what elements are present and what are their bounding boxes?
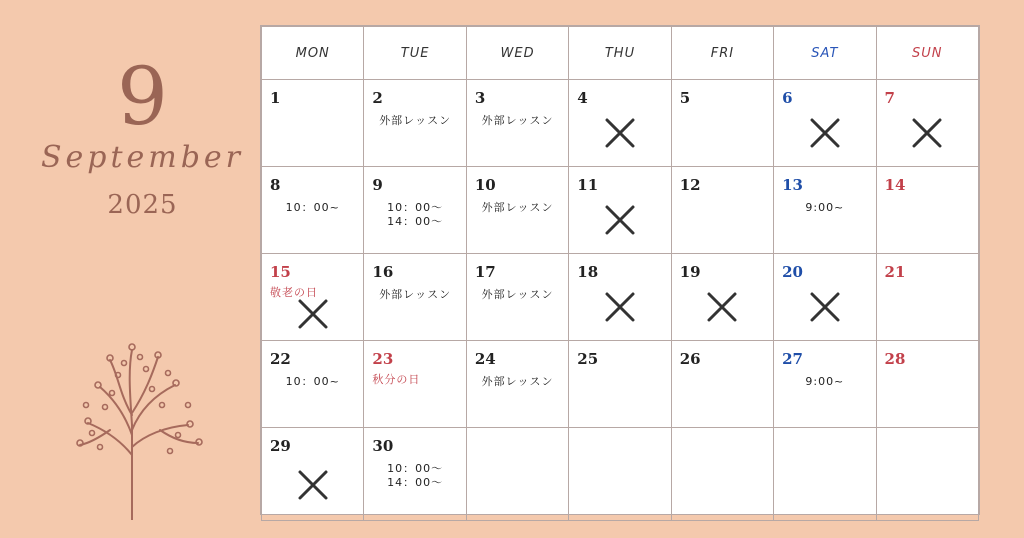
day-cell-13: [774, 167, 876, 254]
day-cell-19: [671, 254, 773, 341]
day-number: 25: [577, 350, 599, 368]
day-cell-6: [774, 80, 876, 167]
weekday-header-sat: SAT: [774, 27, 876, 80]
weekday-header-fri: FRI: [671, 27, 773, 80]
day-number: 16: [372, 263, 394, 281]
day-number: 23: [372, 350, 394, 368]
day-cell-16: [364, 254, 466, 341]
day-cell-2: [364, 80, 466, 167]
day-cell-12: [671, 167, 773, 254]
schedule-note: 10：00~: [285, 375, 340, 388]
calendar-body: [262, 80, 979, 521]
day-number: 13: [782, 176, 803, 194]
closed-x-icon: [603, 290, 637, 324]
schedule-note: 外部レッスン: [481, 201, 554, 214]
day-number: 15: [270, 263, 291, 281]
day-cell-9: [364, 167, 466, 254]
weekday-header-row: [262, 27, 979, 80]
day-number: 28: [884, 350, 906, 368]
day-number: 7: [884, 89, 895, 107]
day-cell-28: [876, 341, 978, 428]
day-number: 5: [679, 89, 691, 107]
day-number: 4: [577, 89, 588, 107]
closed-x-icon: [705, 290, 739, 324]
schedule-note: 外部レッスン: [481, 114, 554, 127]
schedule-note: 外部レッスン: [481, 375, 554, 388]
empty-day-cell: [671, 428, 773, 521]
day-cell-17: [466, 254, 568, 341]
day-cell-23: [364, 341, 466, 428]
day-number: 27: [782, 350, 803, 368]
schedule-note: 外部レッスン: [379, 288, 452, 301]
schedule-note: 9:00~: [805, 201, 845, 214]
calendar-week-row: [262, 167, 979, 254]
day-cell-3: [466, 80, 568, 167]
day-number: 20: [782, 263, 803, 281]
closed-x-icon: [296, 297, 330, 331]
weekday-header-thu: THU: [569, 27, 671, 80]
closed-x-icon: [296, 468, 330, 502]
day-number: 14: [884, 176, 906, 194]
day-number: 1: [270, 89, 281, 107]
empty-day-cell: [774, 428, 876, 521]
day-cell-21: [876, 254, 978, 341]
day-number: 19: [679, 263, 701, 281]
day-number: 26: [679, 350, 701, 368]
day-number: 11: [577, 176, 599, 194]
day-cell-14: [876, 167, 978, 254]
schedule-note: 10：00~: [285, 201, 340, 214]
empty-day-cell: [466, 428, 568, 521]
day-cell-5: [671, 80, 773, 167]
month-name: September: [40, 140, 245, 175]
empty-day-cell: [569, 428, 671, 521]
day-cell-29: [262, 428, 364, 521]
day-cell-20: [774, 254, 876, 341]
day-number: 2: [372, 89, 383, 107]
day-number: 17: [474, 263, 496, 281]
day-number: 21: [884, 263, 906, 281]
weekday-header-tue: TUE: [364, 27, 466, 80]
day-cell-15: [262, 254, 364, 341]
day-cell-22: [262, 341, 364, 428]
day-number: 3: [474, 89, 486, 107]
empty-day-cell: [876, 428, 978, 521]
day-cell-24: [466, 341, 568, 428]
calendar-week-row: [262, 341, 979, 428]
schedule-note: 外部レッスン: [379, 114, 452, 127]
day-number: 9: [372, 176, 383, 194]
day-cell-8: [262, 167, 364, 254]
closed-x-icon: [808, 290, 842, 324]
closed-x-icon: [910, 116, 944, 150]
schedule-note: 9:00~: [805, 375, 845, 388]
weekday-header-mon: MON: [262, 27, 364, 80]
day-cell-18: [569, 254, 671, 341]
day-cell-30: [364, 428, 466, 521]
calendar-grid: [260, 25, 980, 515]
header-panel: [0, 0, 260, 538]
schedule-note: 10：00〜 14：00〜: [387, 201, 444, 228]
day-cell-11: [569, 167, 671, 254]
day-number: 10: [474, 176, 496, 194]
weekday-header-sun: SUN: [876, 27, 978, 80]
holiday-label: 敬老の日: [270, 286, 318, 299]
day-number: 24: [474, 350, 496, 368]
calendar-week-row: [262, 80, 979, 167]
day-number: 22: [270, 350, 291, 368]
holiday-label: 秋分の日: [372, 373, 421, 386]
day-number: 12: [679, 176, 701, 194]
tree-illustration-icon: [70, 335, 210, 520]
year: 2025: [107, 190, 178, 220]
calendar-table: [261, 26, 979, 521]
day-number: 29: [270, 437, 291, 455]
day-cell-26: [671, 341, 773, 428]
day-number: 8: [270, 176, 281, 194]
day-number: 18: [577, 263, 599, 281]
month-number: 9: [117, 50, 168, 143]
day-cell-4: [569, 80, 671, 167]
weekday-header-wed: WED: [466, 27, 568, 80]
day-cell-10: [466, 167, 568, 254]
calendar-week-row: [262, 428, 979, 521]
day-cell-27: [774, 341, 876, 428]
closed-x-icon: [603, 203, 637, 237]
day-number: 6: [782, 89, 793, 107]
closed-x-icon: [603, 116, 637, 150]
closed-x-icon: [808, 116, 842, 150]
day-cell-1: [262, 80, 364, 167]
schedule-note: 10：00〜 14：00〜: [387, 462, 444, 489]
calendar-week-row: [262, 254, 979, 341]
schedule-note: 外部レッスン: [481, 288, 554, 301]
day-cell-25: [569, 341, 671, 428]
day-number: 30: [372, 437, 394, 455]
day-cell-7: [876, 80, 978, 167]
